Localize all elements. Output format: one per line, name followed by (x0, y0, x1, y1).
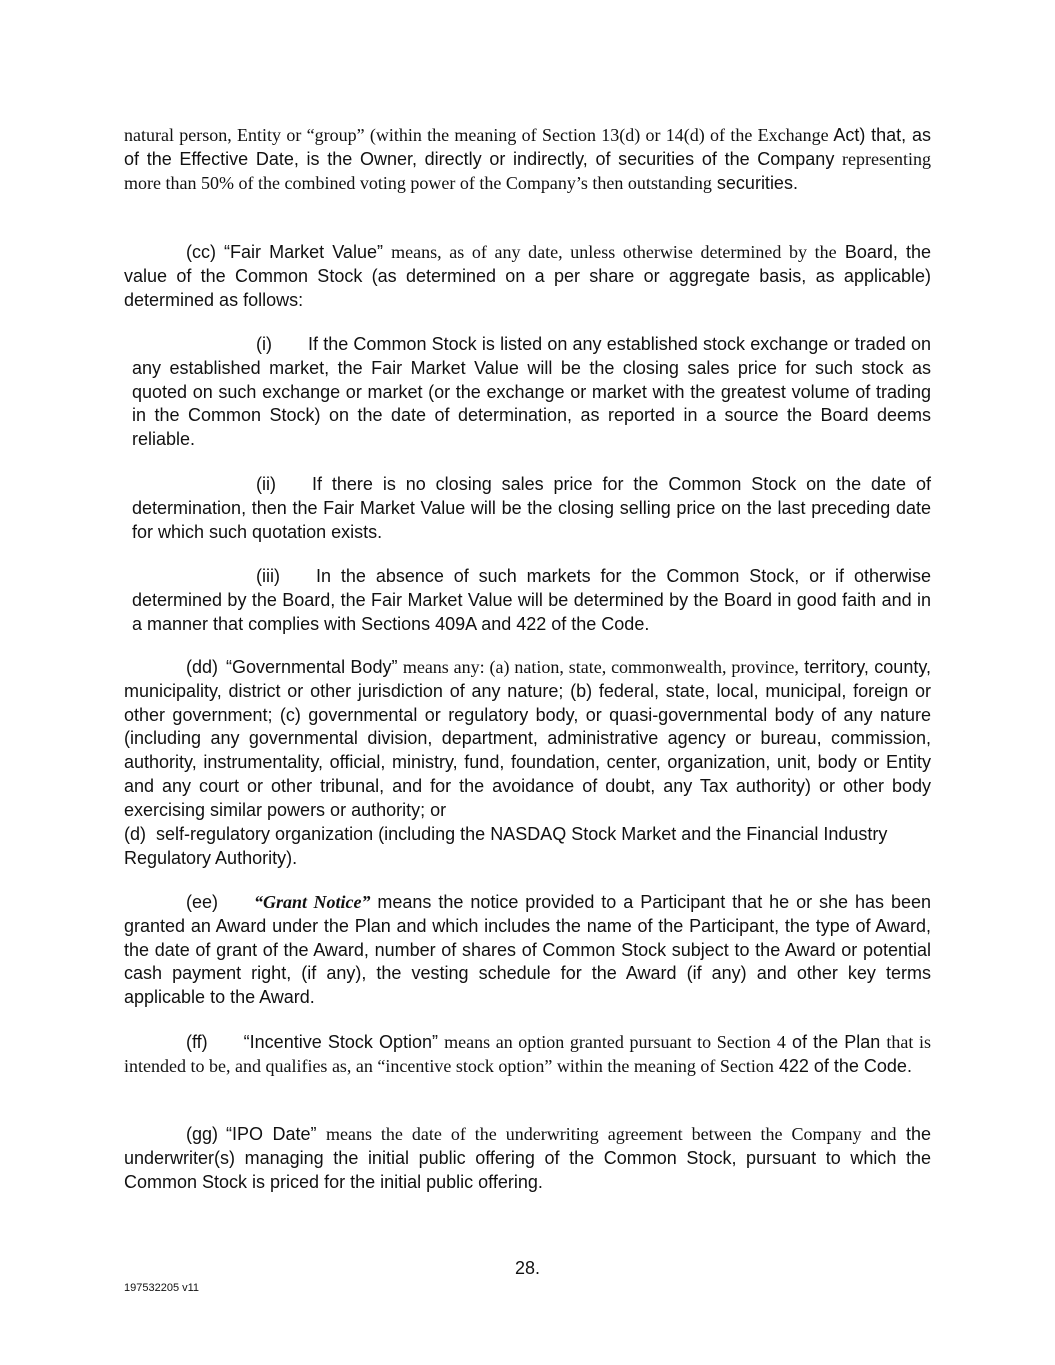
paragraph-cc-i-text: If the Common Stock is listed on any established stock exchange or traded on any established market, the Fair Market Value will be the closing sales price for such stock as quoted on such exchange or market (or the exchange or market with the greatest volume of trading in the Common Stock) on the date of determination, as reported in a source the Board deems reliable. (132, 334, 931, 450)
paragraph-ff-label: (ff) (186, 1032, 208, 1052)
paragraph-cc-ii-label: (ii) (256, 474, 276, 494)
paragraph-ff-section-number: 4 (776, 1032, 786, 1052)
paragraph-cc-iii-text: In the absence of such markets for the Common Stock, or if otherwise determined by the Board, the Fair Market Value will be determined by the Board in good faith and in a manner that complies with Sections 409A and 422 of the Code. (132, 566, 931, 634)
paragraph-ff (124, 1031, 931, 1079)
paragraph-ee-text: means the notice provided to a Participant that he or she has been granted an Award under the Plan and which includes the name of the Participant, the type of Award, the date of grant of the Award, number of shares of Common Stock subject to the Award or potential cash payment right, (if any), the vesting schedule for the Award (if any) and other key terms applicable to the Award. (124, 892, 931, 1008)
paragraph-cc-ii (132, 473, 931, 544)
paragraph-ee-term: “Grant Notice” (254, 892, 371, 912)
paragraph-gg-text-2: the underwriter(s) managing the initial public offering of the Common Stock, pursuant to which the Common Stock is priced for the initial public offering. (124, 1124, 931, 1192)
paragraph-ff-text-1: means an option granted pursuant to Section (444, 1032, 771, 1052)
paragraph-cc-ii-text: If there is no closing sales price for the Common Stock on the date of determination, then the Fair Market Value will be the closing selling price on the last preceding date for which such quotation exists. (132, 474, 931, 542)
paragraph-cc-label: (cc) (186, 242, 216, 262)
paragraph-gg-text-1: means the date of the underwriting agreement between the Company and (325, 1124, 897, 1144)
paragraph-cc-text-1: means, as of any date, unless otherwise determined by the (391, 242, 837, 262)
paragraph-cc-iii (132, 565, 931, 636)
paragraph-cc (124, 241, 931, 312)
paragraph-intro (124, 124, 931, 195)
paragraph-dd-text-1: means any: (a) nation, state, commonwealth, province, (402, 657, 799, 677)
paragraph-ee (124, 891, 931, 1010)
paragraph-gg (124, 1123, 931, 1194)
paragraph-ff-text-4: 422 of the Code. (778, 1055, 912, 1076)
paragraph-dd-continued (124, 823, 931, 871)
paragraph-gg-label: (gg) (186, 1124, 219, 1144)
paragraph-cc-i (132, 333, 931, 452)
intro-line-1: natural person, Entity or “group” (within the meaning of Section 13(d) or 14(d) of the Exchange (124, 125, 829, 145)
paragraph-cc-term: “Fair Market Value” (224, 242, 383, 262)
paragraph-dd (124, 656, 931, 823)
paragraph-gg-term: “IPO Date” (226, 1124, 317, 1144)
paragraph-ff-text-2: of the Plan (791, 1032, 881, 1052)
paragraph-cc-text-2: Board, the value of the Common Stock (as determined on a per share or aggregate basis, as applicable) determined as follows: (124, 242, 931, 310)
paragraph-dd-text-2: territory, county, municipality, district or other jurisdiction of any nature; (b) federal, state, local, municipal, foreign or other government; (c) governmental or regulatory body, or quasi-governmental body of any nature (including any governmental division, department, administrative agency or bureau, commission, authority, instrumentality, official, ministry, fund, foundation, center, organization, unit, body or Entity and any court or other tribunal, and for the avoidance of doubt, any Tax authority) or other body exercising similar powers or authority; or (124, 657, 931, 820)
page-number: 28. (514, 1258, 541, 1278)
paragraph-cc-iii-label: (iii) (256, 566, 280, 586)
intro-line-4: securities. (716, 172, 798, 193)
paragraph-dd-text-3: (d) self-regulatory organization (including the NASDAQ Stock Market and the Financial Industry Regulatory Authority). (124, 824, 888, 868)
intro-line-2: Act) that, as of the Effective Date, is the Owner, directly or indirectly, of securities of the Company (124, 125, 931, 169)
paragraph-cc-i-label: (i) (256, 334, 272, 354)
document-id: 197532205 v11 (124, 1282, 200, 1294)
paragraph-ee-label: (ee) (186, 892, 219, 912)
intro-line-3: representing more than 50% of the combined voting power of the Company’s then outstanding (124, 148, 931, 193)
paragraph-ff-term: “Incentive Stock Option” (243, 1032, 438, 1052)
paragraph-dd-term: “Governmental Body” (226, 657, 398, 677)
paragraph-dd-label: (dd) (186, 657, 219, 677)
paragraph-ff-text-3: that is intended to be, and qualifies as, an “incentive stock option” within the meaning of Section (124, 1032, 931, 1076)
